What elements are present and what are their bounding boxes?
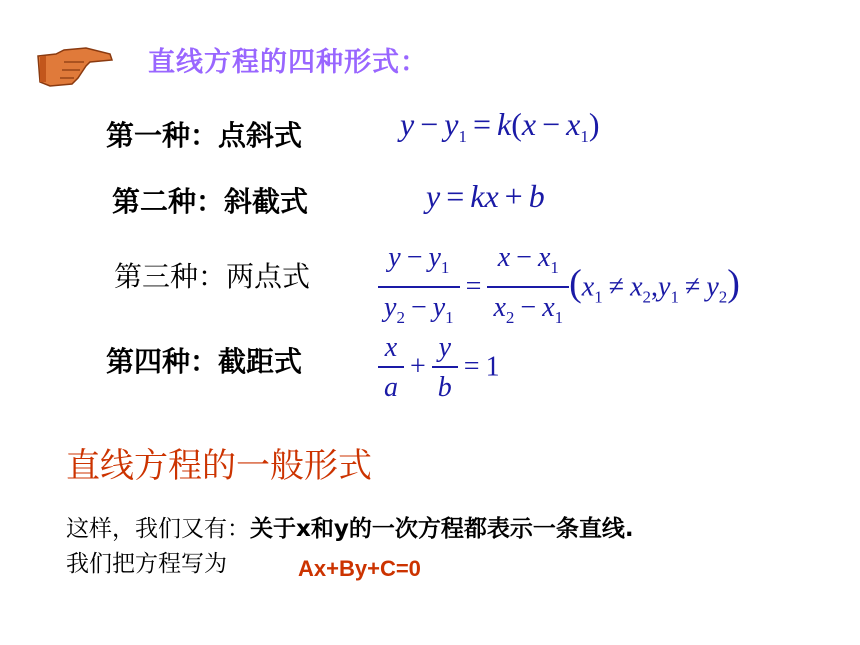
general-form-heading: 直线方程的一般形式 — [66, 446, 372, 486]
intercept-equation: $\frac{x}{a}$ + $\frac{y}{b}$ = 1 — [378, 330, 500, 408]
form-label-two-point: 第三种：两点式 — [114, 260, 311, 293]
statement-text: 关于x和y的一次方程都表示一条直线. — [250, 516, 634, 542]
general-form-equation: Ax+By+C=0 — [298, 556, 421, 581]
form-label-intercept: 第四种：截距式 — [106, 345, 303, 378]
two-point-equation: $\frac{y - y_1}{y_2 - y_1}$ = $\frac{x - x_1}{x_2 - x_1}$ $(x_1 \ne x_2,y_1 \ne y_2)$ — [378, 240, 740, 338]
statement-prefix: 这样，我们又有： — [66, 516, 250, 542]
point-slope-equation: $y - y_1 = k(x - x_1)$ — [400, 106, 600, 146]
general-form-statement — [66, 510, 634, 543]
page-title: 直线方程的四种形式： — [148, 47, 428, 78]
form-label-slope-intercept: 第二种：斜截式 — [112, 185, 309, 218]
form-label-point-slope: 第一种：点斜式 — [106, 119, 303, 152]
pointing-hand-icon — [34, 42, 114, 90]
slope-intercept-equation: y = kx + b — [426, 178, 545, 214]
general-form-intro: 我们把方程写为 — [66, 551, 227, 577]
